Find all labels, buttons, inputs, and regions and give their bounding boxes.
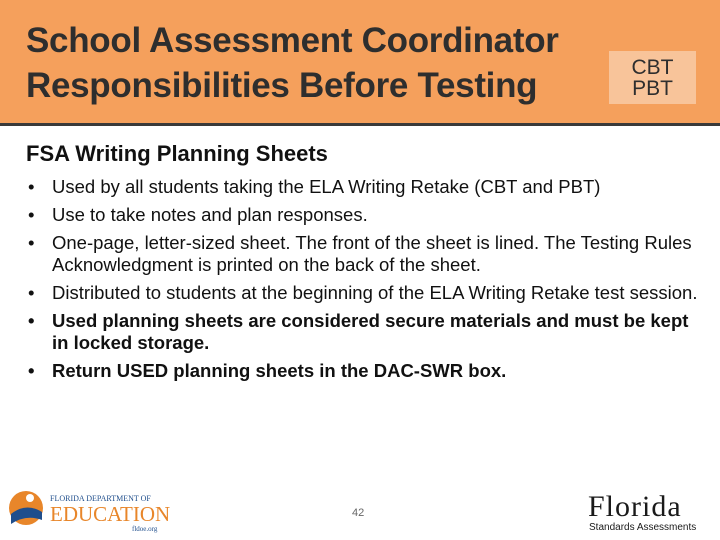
tag-pbt: PBT [632, 77, 673, 100]
bullet-text: Use to take notes and plan responses. [52, 204, 368, 225]
bullet-list [26, 176, 698, 388]
fdoe-logo [6, 484, 184, 534]
bullet-marker: • [28, 310, 35, 331]
bullet-marker: • [28, 232, 35, 253]
slide-title [26, 18, 586, 108]
bullet-marker: • [28, 176, 35, 197]
fdoe-logo-top: FLORIDA DEPARTMENT OF [50, 494, 151, 503]
section-heading: FSA Writing Planning Sheets [26, 141, 328, 166]
fsa-logo [586, 486, 710, 534]
title-line-2: Responsibilities Before Testing [26, 66, 538, 105]
fdoe-emblem-icon [9, 491, 43, 525]
fsa-logo-main: Florida [588, 490, 682, 523]
bullet-item [26, 232, 698, 276]
slide-header [0, 0, 720, 126]
bullet-marker: • [28, 204, 35, 225]
bullet-marker: • [28, 282, 35, 303]
bullet-text: Used planning sheets are considered secure materials and must be kept in locked storage. [52, 310, 689, 353]
fsa-logo-sub: Standards Assessments [589, 522, 697, 533]
fdoe-logo-sub: fldoe.org [132, 525, 158, 533]
bullet-item [26, 360, 698, 382]
bullet-item [26, 310, 698, 354]
bullet-item [26, 176, 698, 198]
bullet-item [26, 204, 698, 226]
bullet-item [26, 282, 698, 304]
title-line-1: School Assessment Coordinator [26, 21, 559, 60]
test-mode-tag [609, 51, 696, 104]
fdoe-logo-main: EDUCATION [50, 502, 171, 526]
page-number: 42 [352, 507, 365, 519]
bullet-marker: • [28, 360, 35, 381]
bullet-text: Return USED planning sheets in the DAC-SWR box. [52, 360, 507, 381]
bullet-text: One-page, letter-sized sheet. The front of the sheet is lined. The Testing Rules Acknowledgment is printed on the back of the sheet. [52, 232, 692, 275]
bullet-text: Distributed to students at the beginning of the ELA Writing Retake test session. [52, 282, 698, 303]
tag-cbt: CBT [631, 56, 674, 79]
bullet-text: Used by all students taking the ELA Writing Retake (CBT and PBT) [52, 176, 601, 197]
